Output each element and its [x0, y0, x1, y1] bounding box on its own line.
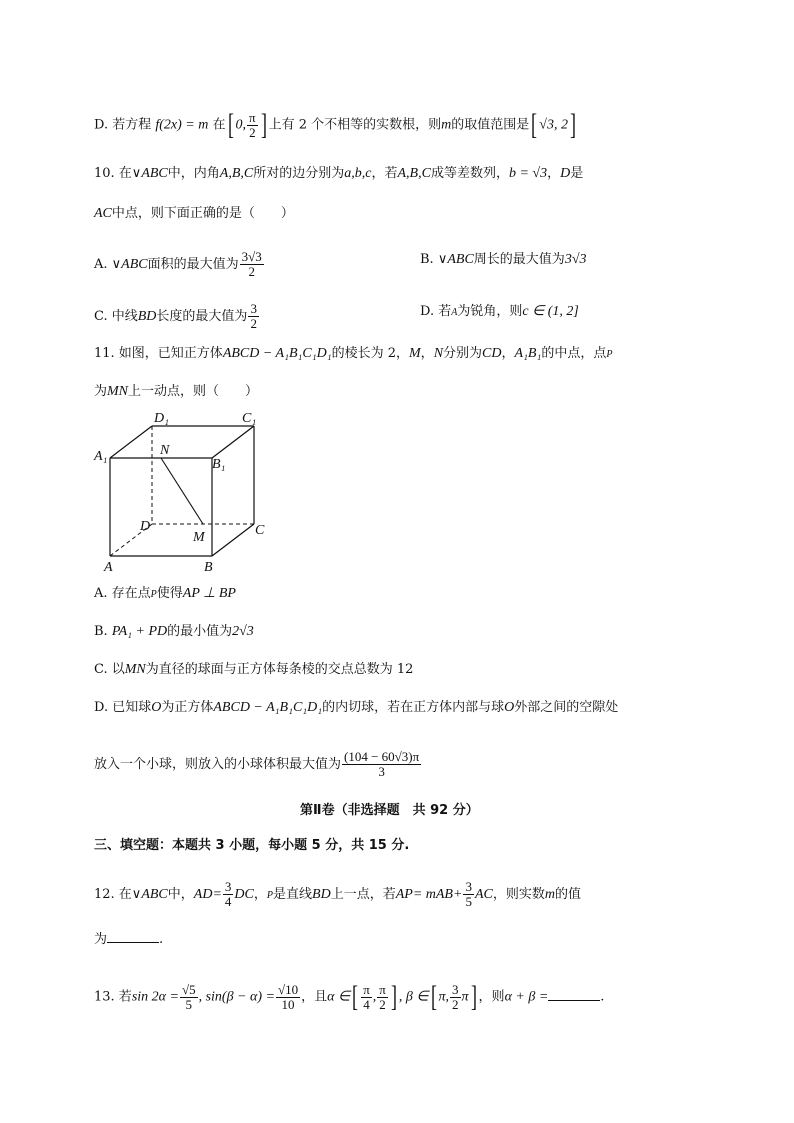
q12-line1: 12. 在∨ABC中，AD= $\frac{3}{4}$ DC，P是直线BD上一点，若AP= mAB+ $\frac{3}{5}$ AC，则实数m的值 — [94, 879, 581, 909]
label-d1: D₁ — [154, 411, 169, 426]
q10-option-c: C. 中线BD长度的最大值为 $\frac{3}{2}$ — [94, 301, 257, 331]
q13-answer-blank[interactable] — [548, 988, 600, 1001]
label-n: N — [160, 443, 170, 458]
label-c: C — [255, 523, 265, 538]
q10-stem-line1: 10. 在∨ABC中，内角A,B,C所对的边分别为a,b,c，若A,B,C成等差数列，b = √3，D是 — [94, 166, 584, 181]
q11-option-b: B. PA₁ + PD的最小值为2√3 — [94, 624, 254, 639]
q11-option-d-line2: 放入一个小球，则放入的小球体积最大值为 $\frac{(104 - 60√3)\pi}{3}$ — [94, 749, 420, 779]
q10-option-b: B. ∨ABC周长的最大值为3√3 — [420, 252, 587, 267]
q12-line2: 为 . — [94, 932, 164, 947]
label-c1: C₁ — [242, 411, 257, 426]
q11-stem-line1: 11. 如图，已知正方体ABCD − A₁B₁C₁D₁的棱长为 2，M，N分别为CD，A₁B₁的中点，点P — [94, 346, 613, 361]
part2-title: 第Ⅱ卷（非选择题 共 92 分） — [300, 803, 479, 818]
q11-option-a: A. 存在点P使得AP ⊥ BP — [94, 586, 236, 601]
q11-option-c: C. 以MN为直径的球面与正方体每条棱的交点总数为 12 — [94, 662, 414, 677]
q11-option-d-line1: D. 已知球O为正方体ABCD − A₁B₁C₁D₁的内切球，若在正方体内部与球O外部之间的空隙处 — [94, 700, 619, 715]
q10-option-a: A. ∨ABC面积的最大值为 $\frac{3√3}{2}$ — [94, 249, 262, 279]
q11-stem-line2: 为MN上一动点，则（ ） — [94, 384, 259, 399]
label-a: A — [104, 560, 113, 575]
q10-stem-line2: AC中点，则下面正确的是（ ） — [94, 206, 294, 221]
label-b: B — [204, 560, 213, 575]
cube-figure — [92, 408, 282, 580]
q12-answer-blank[interactable] — [107, 930, 159, 943]
q10-option-d: D. 若A为锐角，则c ∈ (1, 2] — [420, 304, 579, 319]
label-a1: A₁ — [94, 449, 108, 464]
q13-line: 13. 若sin 2α = $\frac{√5}{5}$ , sin(β − α) = $\frac{√10}{10}$ ，且α ∈[ $\frac{\pi}{4}$ , $\frac{\pi}{2}$ ] , β ∈[ π, $\frac{3}{2}$ π] ，则α + β = . — [94, 980, 605, 1013]
section3-title: 三、填空题：本题共 3 小题，每小题 5 分，共 15 分. — [94, 838, 410, 853]
label-b1: B₁ — [212, 457, 226, 472]
label-d: D — [140, 519, 151, 534]
q9-option-d: D. 若方程 f(2x) = m 在[ 0, $\frac{\pi}{2}$ ] 上有 2 个不相等的实数根，则m的取值范围是[ √3, 2] — [94, 108, 576, 141]
label-m: M — [193, 530, 205, 545]
